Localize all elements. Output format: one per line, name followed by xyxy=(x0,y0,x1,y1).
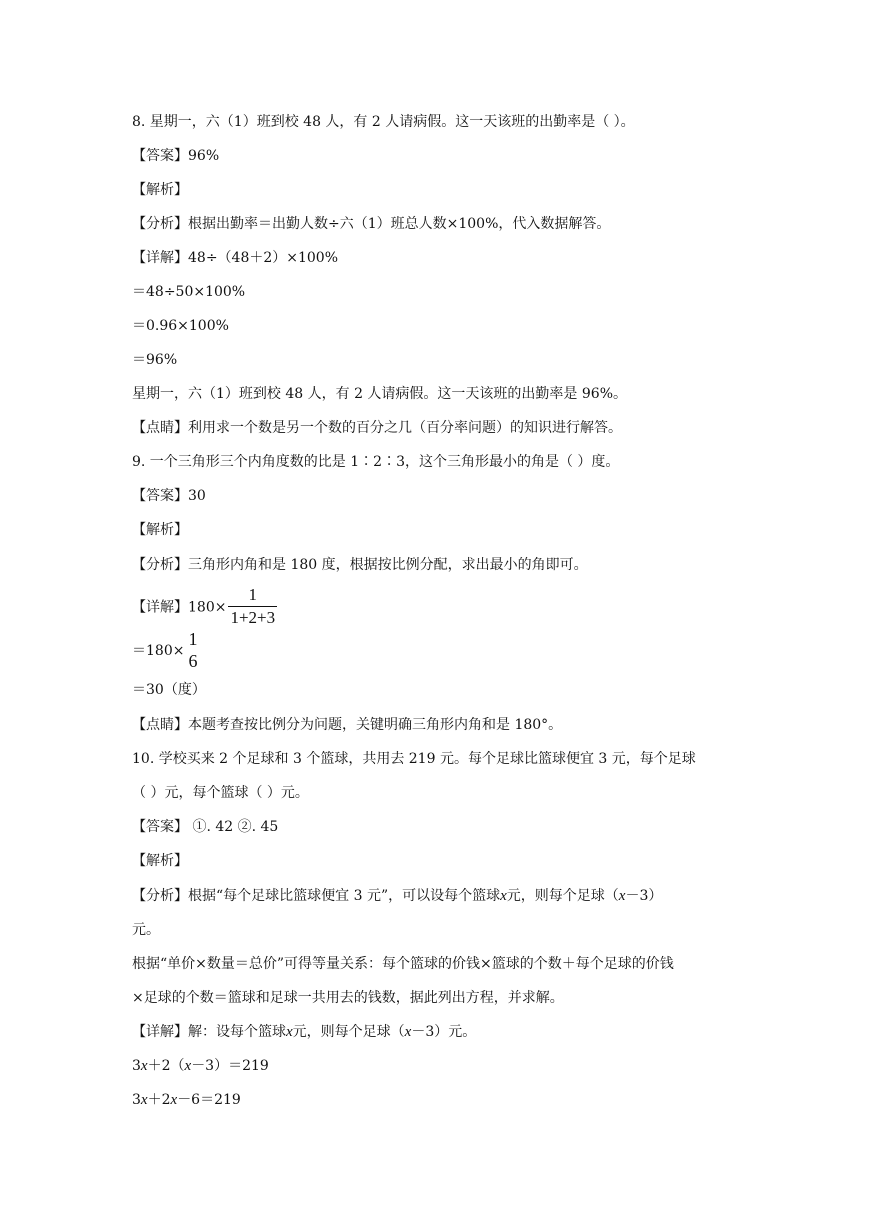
q10-eq1-part-c: －3）＝219 xyxy=(191,1058,269,1074)
q9-answer: 【答案】30 xyxy=(132,488,206,504)
q10-eq2-var-x: x xyxy=(140,1092,148,1108)
q10-analysis-var-x: x xyxy=(500,888,507,904)
q8-detail: 【详解】48÷（48＋2）×100% xyxy=(132,250,339,266)
q10-analysis-part-c: －3） xyxy=(625,888,663,904)
q10-eq1-var-x-2: x xyxy=(184,1058,192,1074)
q9-question: 9. 一个三角形三个内角度数的比是 1∶2∶3，这个三角形最小的角是（ ）度。 xyxy=(132,454,620,470)
q9-analysis-label: 【解析】 xyxy=(132,522,188,538)
q10-question-line-1: 10. 学校买来 2 个足球和 3 个篮球，共用去 219 元。每个足球比篮球便宜 3 元，每个足球 xyxy=(132,751,696,767)
q10-analysis-part-b: 元，则每个足球（ xyxy=(506,888,619,904)
q9-analysis: 【分析】三角形内角和是 180 度，根据按比例分配，求出最小的角即可。 xyxy=(132,557,588,573)
q10-eq2-part-a: 3 xyxy=(132,1092,141,1108)
q10-analysis-part-a: 【分析】根据“每个足球比篮球便宜 3 元”，可以设每个篮球 xyxy=(132,888,501,904)
q9-fraction-2 xyxy=(186,628,199,672)
q9-detail xyxy=(132,584,277,629)
q10-detail-part-b: 元，则每个足球（ xyxy=(292,1024,405,1040)
q9-fraction-2-denominator: 6 xyxy=(188,651,198,671)
q8-question: 8. 星期一，六（1）班到校 48 人，有 2 人请病假。这一天该班的出勤率是（ ）。 xyxy=(132,114,635,130)
q9-step-1-prefix: ＝180× xyxy=(132,643,185,659)
q10-eq1-part-b: ＋2（ xyxy=(147,1058,185,1074)
q9-step-1 xyxy=(132,628,199,672)
q8-analysis-label: 【解析】 xyxy=(132,182,188,198)
q10-answer: 【答案】 ①. 42 ②. 45 xyxy=(132,819,279,835)
q10-eq2-part-b: ＋2 xyxy=(147,1092,171,1108)
q8-tip: 【点睛】利用求一个数是另一个数的百分之几（百分率问题）的知识进行解答。 xyxy=(132,420,622,436)
q10-relation-line-1: 根据“单价×数量＝总价”可得等量关系：每个篮球的价钱×篮球的个数＋每个足球的价钱 xyxy=(132,956,674,972)
q8-answer: 【答案】96% xyxy=(132,148,220,164)
q9-step-2: ＝30（度） xyxy=(132,682,206,698)
q9-tip: 【点睛】本题考查按比例分为问题，关键明确三角形内角和是 180°。 xyxy=(132,717,563,733)
q9-fraction-1-numerator: 1 xyxy=(248,585,258,604)
q10-relation-line-2: ×足球的个数＝篮球和足球一共用去的钱数，据此列出方程，并求解。 xyxy=(132,990,564,1006)
q10-detail-part-c: －3）元。 xyxy=(411,1024,477,1040)
q10-eq2-part-c: －6＝219 xyxy=(177,1092,241,1108)
q8-step-1: ＝48÷50×100% xyxy=(132,284,246,300)
q9-detail-prefix: 【详解】180× xyxy=(132,599,227,616)
q8-conclusion: 星期一，六（1）班到校 48 人，有 2 人请病假。这一天该班的出勤率是 96%。 xyxy=(132,386,627,402)
q8-step-3: ＝96% xyxy=(132,352,178,368)
q10-detail-var-x: x xyxy=(286,1024,293,1040)
q8-analysis: 【分析】根据出勤率＝出勤人数÷六（1）班总人数×100%，代入数据解答。 xyxy=(132,216,611,232)
q10-question-line-2: （ ）元，每个篮球（ ）元。 xyxy=(132,785,309,801)
q10-detail-part-a: 【详解】解：设每个篮球 xyxy=(132,1024,286,1040)
q10-analysis-label: 【解析】 xyxy=(132,853,188,869)
q9-fraction-1-denominator: 1+2+3 xyxy=(230,608,276,627)
q10-analysis-var-x-2: x xyxy=(618,888,626,904)
q8-step-2: ＝0.96×100% xyxy=(132,318,229,334)
q10-equation-1 xyxy=(132,1056,269,1076)
q9-fraction-2-numerator: 1 xyxy=(188,629,198,649)
q9-fraction-1 xyxy=(228,584,277,629)
q10-eq2-var-x-2: x xyxy=(170,1092,178,1108)
q10-eq1-var-x: x xyxy=(140,1058,148,1074)
q10-equation-2 xyxy=(132,1090,241,1110)
q10-analysis-line-2: 元。 xyxy=(132,922,160,938)
q10-detail-var-x-2: x xyxy=(404,1024,412,1040)
q10-analysis xyxy=(132,886,662,906)
q10-eq1-part-a: 3 xyxy=(132,1058,141,1074)
q10-detail xyxy=(132,1022,476,1042)
